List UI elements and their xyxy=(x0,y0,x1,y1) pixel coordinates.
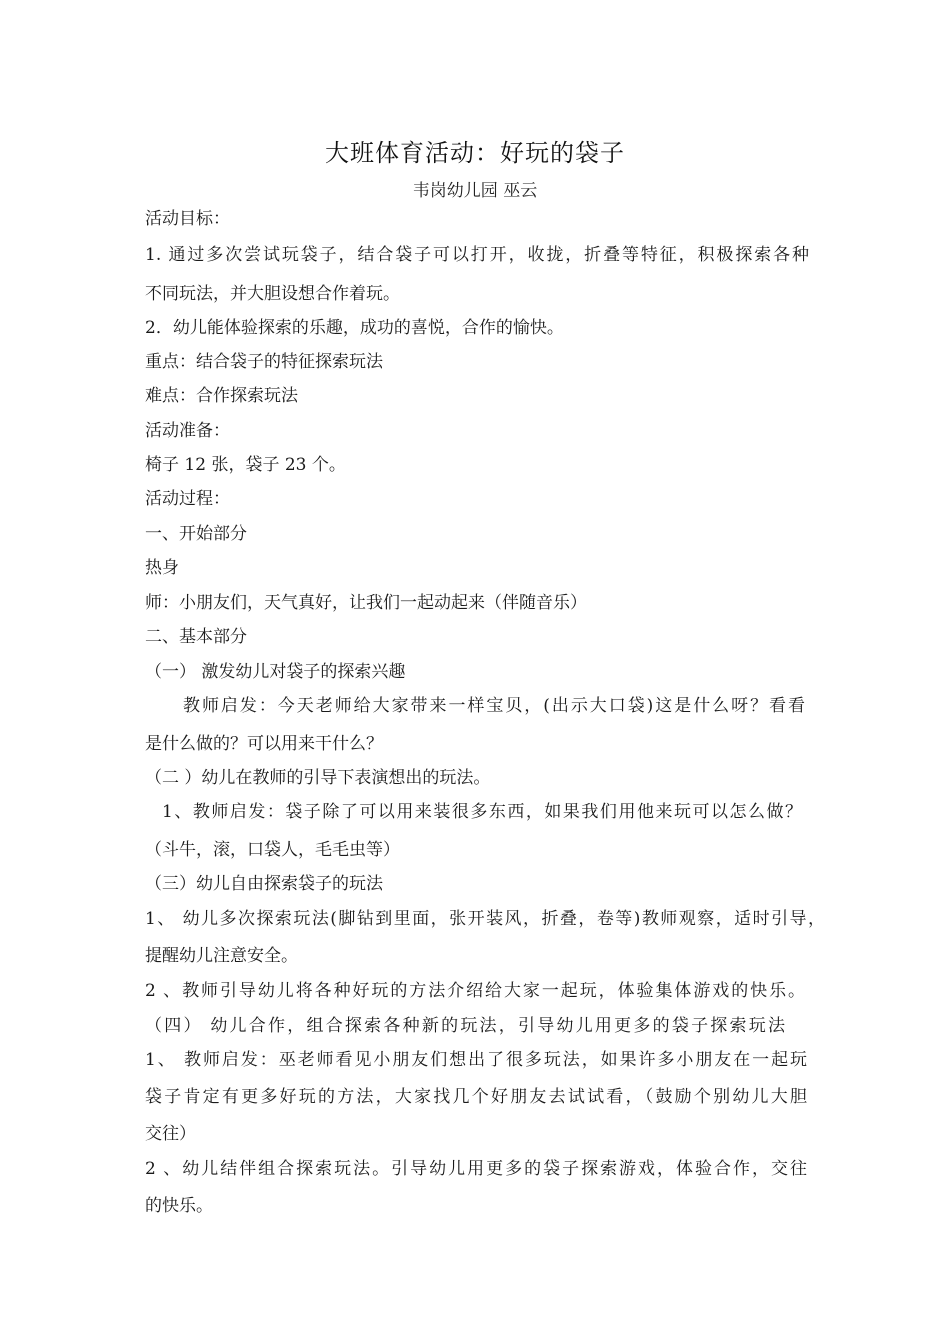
paragraph-line: 袋子肯定有更多好玩的方法，大家找几个好朋友去试试看，（鼓励个别幼儿大胆 xyxy=(145,1087,807,1107)
paragraph-line: 活动准备： xyxy=(145,421,230,441)
paragraph-line: 二、基本部分 xyxy=(145,627,247,647)
paragraph-line: 交往） xyxy=(145,1124,196,1144)
paragraph-line: 椅子 12 张，袋子 23 个。 xyxy=(145,455,346,475)
paragraph-line: （二 ）幼儿在教师的引导下表演想出的玩法。 xyxy=(145,768,491,788)
paragraph-line: 2 、教师引导幼儿将各种好玩的方法介绍给大家一起玩，体验集体游戏的快乐。 xyxy=(145,981,805,1001)
paragraph-line: 1、教师启发：袋子除了可以用来装很多东西，如果我们用他来玩可以怎么做？ xyxy=(162,802,802,822)
paragraph-line: 热身 xyxy=(145,558,179,578)
paragraph-line: 活动过程： xyxy=(145,489,230,509)
paragraph-line: 是什么做的？可以用来干什么？ xyxy=(145,734,383,754)
paragraph-line: （一） 激发幼儿对袋子的探索兴趣 xyxy=(145,662,406,682)
paragraph-line: （四） 幼儿合作，组合探索各种新的玩法，引导幼儿用更多的袋子探索玩法 xyxy=(145,1016,785,1036)
paragraph-line: 活动目标： xyxy=(145,209,230,229)
paragraph-line: 2．幼儿能体验探索的乐趣，成功的喜悦，合作的愉快。 xyxy=(145,318,564,338)
paragraph-line: 难点：合作探索玩法 xyxy=(145,386,298,406)
paragraph-line: 师：小朋友们，天气真好，让我们一起动起来（伴随音乐） xyxy=(145,593,587,613)
paragraph-line: 一、开始部分 xyxy=(145,524,247,544)
document-author: 韦岗幼儿园 巫云 xyxy=(412,181,538,201)
paragraph-line: 2 、幼儿结伴组合探索玩法。引导幼儿用更多的袋子探索游戏，体验合作，交往 xyxy=(145,1159,807,1179)
paragraph-line: 1. 通过多次尝试玩袋子，结合袋子可以打开，收拢，折叠等特征，积极探索各种 xyxy=(145,245,809,265)
paragraph-line: 教师启发：今天老师给大家带来一样宝贝，(出示大口袋)这是什么呀？看看 xyxy=(183,696,805,716)
paragraph-line: 提醒幼儿注意安全。 xyxy=(145,946,298,966)
document-title: 大班体育活动：好玩的袋子 xyxy=(325,139,625,167)
paragraph-line: （斗牛，滚，口袋人，毛毛虫等） xyxy=(145,840,400,860)
paragraph-line: 的快乐。 xyxy=(145,1196,213,1216)
paragraph-line: （三）幼儿自由探索袋子的玩法 xyxy=(145,874,383,894)
paragraph-line: 1、 教师启发：巫老师看见小朋友们想出了很多玩法，如果许多小朋友在一起玩 xyxy=(145,1050,807,1070)
paragraph-line: 重点：结合袋子的特征探索玩法 xyxy=(145,352,383,372)
paragraph-line: 1、 幼儿多次探索玩法(脚钻到里面，张开装风，折叠，卷等)教师观察，适时引导， xyxy=(145,909,825,929)
paragraph-line: 不同玩法，并大胆设想合作着玩。 xyxy=(145,284,400,304)
